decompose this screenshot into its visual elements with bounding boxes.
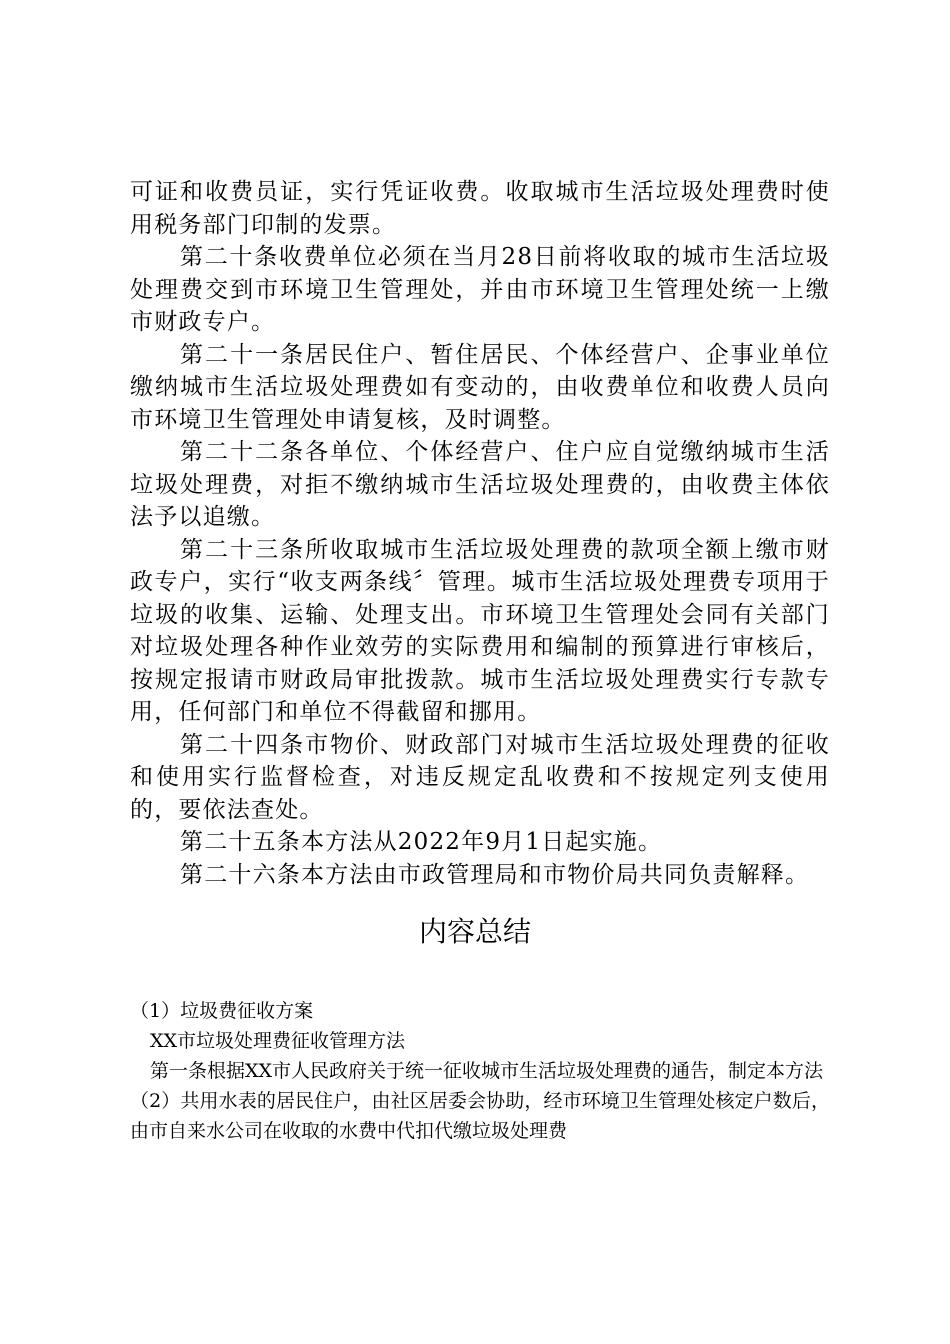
summary-item-1-text: 第一条根据XX市人民政府关于统一征收城市生活垃圾处理费的通告，制定本方法: [150, 1060, 824, 1082]
article-21: 第二十一条居民住户、暂住居民、个体经营户、企事业单位缴纳城市生活垃圾处理费如有变动的，由收费单位和收费人员向市环境卫生管理处申请复核，及时调整。: [130, 341, 830, 433]
summary-title: 内容总结: [418, 915, 531, 948]
summary-item-2-text: （2）共用水表的居民住户，由社区居委会协助，经市环境卫生管理处核定户数后，由市自来水公司在收取的水费中代扣代缴垃圾处理费: [130, 1090, 830, 1142]
article-23: 第二十三条所收取城市生活垃圾处理费的款项全额上缴市财政专户，实行“收支两条线〞管理。城市生活垃圾处理费专项用于垃圾的收集、运输、处理支出。市环境卫生管理处会同有关部门对垃圾处理各种作业效劳的实际费用和编制的预算进行审核后，按规定报请市财政局审批拨款。城市生活垃圾处理费实行专款专用，任何部门和单位不得截留和挪用。: [130, 536, 830, 725]
summary-item-1-subtitle: XX市垃圾处理费征收管理方法: [150, 1030, 406, 1052]
regulation-body: [130, 176, 830, 891]
article-26: 第二十六条本方法由市政管理局和市物价局共同负责解释。: [180, 861, 810, 888]
article-25: 第二十五条本方法从2022年9月1日起实施。: [180, 829, 663, 855]
article-20: 第二十条收费单位必须在当月28日前将收取的城市生活垃圾处理费交到市环境卫生管理处，并由市环境卫生管理处统一上缴市财政专户。: [130, 244, 830, 335]
article-continuation: 可证和收费员证，实行凭证收费。收取城市生活垃圾处理费时使用税务部门印制的发票。: [130, 179, 830, 238]
article-24: 第二十四条市物价、财政部门对城市生活垃圾处理费的征收和使用实行监督检查，对违反规定乱收费和不按规定列支使用的，要依法查处。: [130, 731, 830, 823]
summary-item-1-label: （1）垃圾费征收方案: [130, 1000, 314, 1022]
article-22: 第二十二条各单位、个体经营户、住户应自觉缴纳城市生活垃圾处理费，对拒不缴纳城市生活垃圾处理费的，由收费主体依法予以追缴。: [130, 439, 830, 530]
summary-section: [130, 996, 830, 1146]
